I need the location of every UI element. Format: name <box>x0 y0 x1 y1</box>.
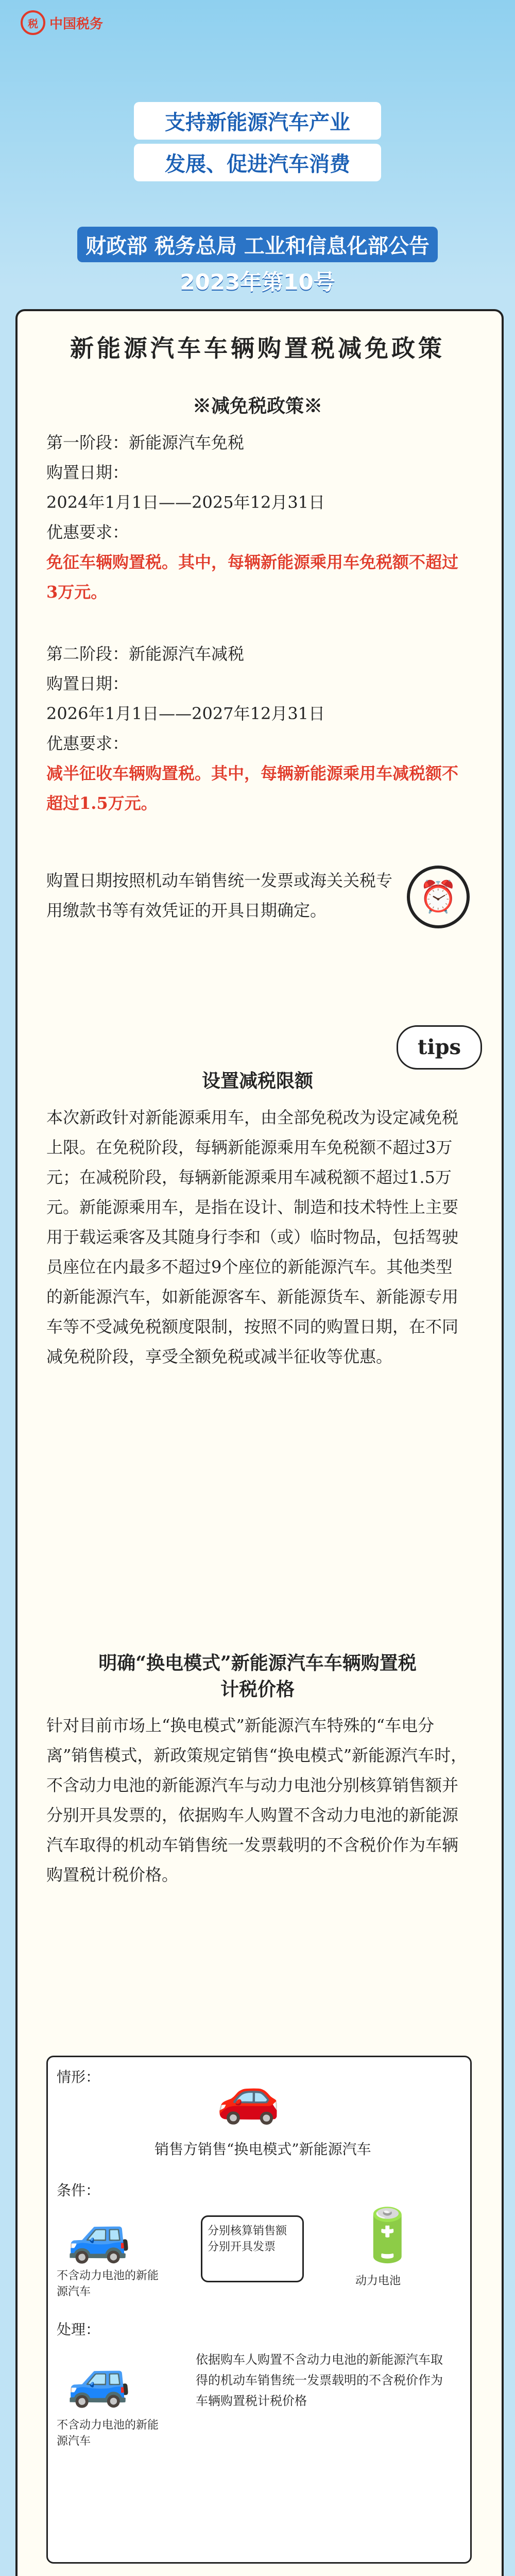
phase1-req-label: 优惠要求： <box>46 522 129 542</box>
section-reduction: ※减免税政策※ <box>192 395 322 417</box>
scenario-car-wo: 不含动力电池的新能源汽车 <box>57 2269 159 2298</box>
scenario-result: 依据购车人购置不含动力电池的新能源汽车取得的机动车销售统一发票载明的不含税价作为车辆购置税计税价格 <box>196 2352 443 2408</box>
section-convertible: 明确“换电模式”新能源汽车车辆购置税计税价格 <box>98 1652 417 1700</box>
phase1-title: 第一阶段：新能源汽车免税 <box>46 433 245 452</box>
car-no-battery-icon-2: 🚙 <box>67 2349 131 2410</box>
publisher-block <box>77 227 438 296</box>
clock-icon: ⏰ <box>407 866 470 928</box>
tips-badge: tips <box>397 1025 482 1070</box>
tax-seal-icon: 税 <box>21 10 45 35</box>
phase1 <box>46 428 469 607</box>
scenario-box <box>46 2056 472 2564</box>
scenario-handle: 处理： <box>57 2321 100 2338</box>
scenario-car-wo2: 不含动力电池的新能源汽车 <box>57 2419 159 2448</box>
purchase-date-note: 购置日期按照机动车销售统一发票或海关关税专用缴款书等有效凭证的开具日期确定。 <box>46 871 393 920</box>
phase2-title: 第二阶段：新能源汽车减税 <box>46 644 245 664</box>
logo <box>21 10 103 35</box>
slogan-line-2: 发展、促进汽车消费 <box>134 144 381 181</box>
phase2-req-label: 优惠要求： <box>46 734 129 753</box>
car-icon: 🚗 <box>216 2066 281 2126</box>
scenario-dealer: 销售方销售“换电模式”新能源汽车 <box>154 2141 371 2158</box>
logo-text: 中国税务 <box>49 16 104 32</box>
page-title: 新能源汽车车辆购置税减免政策 <box>70 334 445 362</box>
publisher: 财政部 税务总局 工业和信息化部公告 <box>77 227 438 262</box>
phase2-req: 减半征收车辆购置税。其中，每辆新能源乘用车减税额不超过1.5万元。 <box>46 764 459 813</box>
phase2-date: 2026年1月1日——2027年12月31日 <box>46 704 325 723</box>
scenario-label: 情形： <box>57 2069 100 2086</box>
limits-text: 本次新政针对新能源乘用车，由全部免税改为设定减免税上限。在免税阶段，每辆新能源乘用车免税额不超过3万元；在减税阶段，每辆新能源乘用车减税额不超过1.5万元。新能源乘用车，是指在设计、制造和技术特性上主要用于载运乘客及其随身行李和（或）临时物品，包括驾驶员座位在内最多不超过9个座位的新能源汽车。其他类型的新能源汽车，如新能源客车、新能源货车、新能源专用车等不受减免税额度限制，按照不同的购置日期，在不同减免税阶段，享受全额免税或减半征收等优惠。 <box>46 1108 459 1366</box>
issue-number: 2023年第10号 <box>180 269 335 295</box>
slogan <box>134 98 381 185</box>
section-limits: 设置减税限额 <box>201 1070 313 1092</box>
battery-icon: 🔋 <box>355 2205 420 2265</box>
phase2 <box>46 639 469 818</box>
car-no-battery-icon: 🚙 <box>67 2205 131 2265</box>
slogan-line-1: 支持新能源汽车产业 <box>134 102 381 140</box>
phase2-date-label: 购置日期： <box>46 674 129 693</box>
scenario-invoice: 分别核算销售额分别开具发票 <box>201 2215 304 2282</box>
phase1-date: 2024年1月1日——2025年12月31日 <box>46 493 325 512</box>
phase1-date-label: 购置日期： <box>46 463 129 482</box>
scenario-cond: 条件： <box>57 2182 100 2199</box>
phase1-req: 免征车辆购置税。其中，每辆新能源乘用车免税额不超过3万元。 <box>46 552 459 602</box>
convertible-text: 针对目前市场上“换电模式”新能源汽车特殊的“车电分离”销售模式，新政策规定销售“换电模式”新能源汽车时，不含动力电池的新能源汽车与动力电池分别核算销售额并分别开具发票的，依据购车人购置不含动力电池的新能源汽车取得的机动车销售统一发票载明的不含税价作为车辆购置税计税价格。 <box>46 1716 468 1885</box>
scenario-battery: 动力电池 <box>355 2275 401 2287</box>
